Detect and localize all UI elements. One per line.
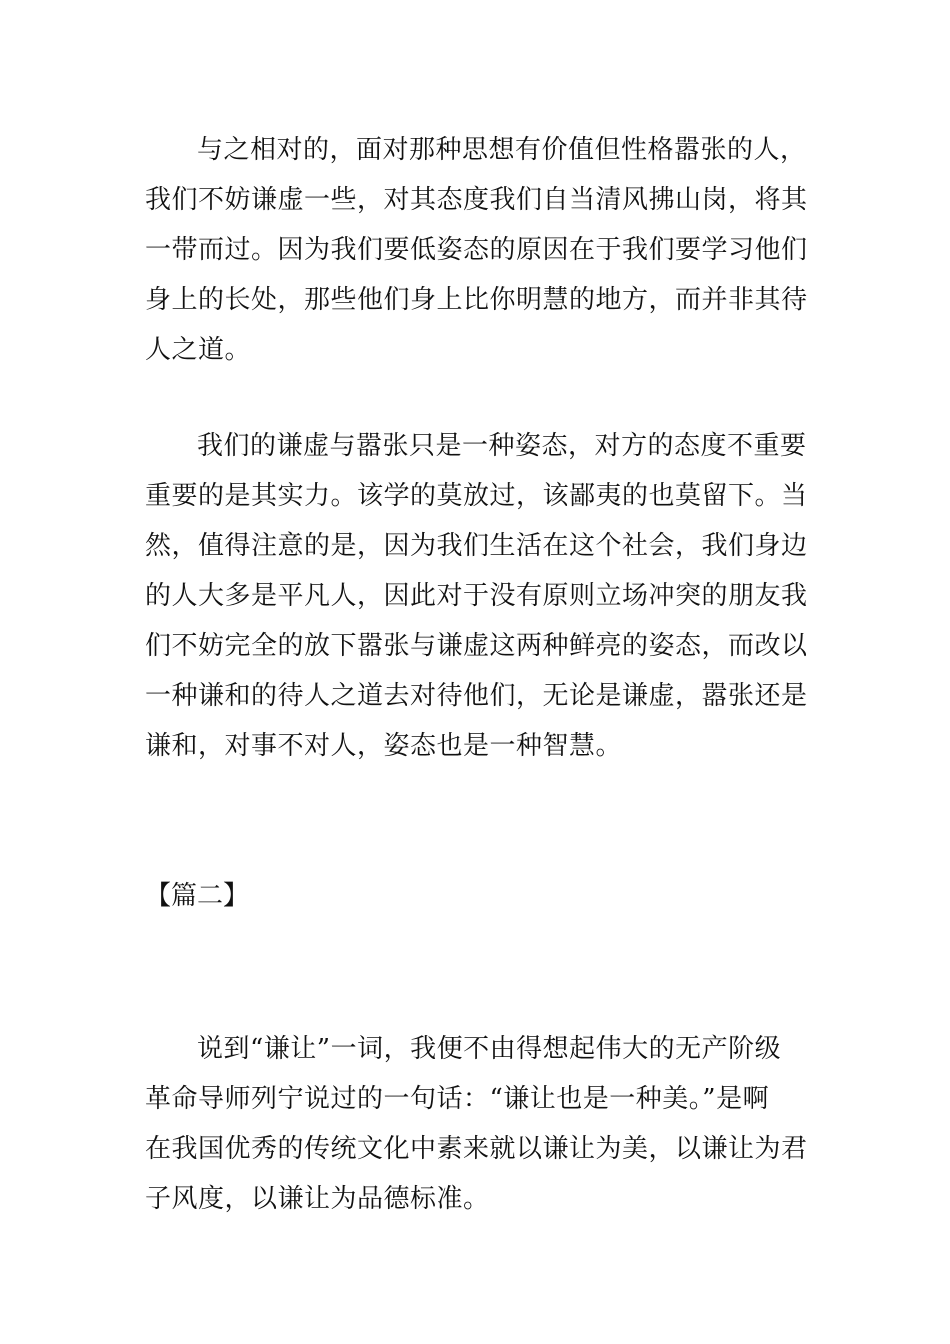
paragraph-2-line-7: 谦和，对事不对人，姿态也是一种智慧。 xyxy=(145,731,623,761)
paragraph-1-line-5: 人之道。 xyxy=(145,335,252,365)
paragraph-1-line-1: 与之相对的，面对那种思想有价值但性格嚣张的人， xyxy=(197,135,807,165)
paragraph-2-line-1: 我们的谦虚与嚣张只是一种姿态，对方的态度不重要 xyxy=(197,431,807,461)
paragraph-1-line-4: 身上的长处，那些他们身上比你明慧的地方，而并非其待 xyxy=(145,285,808,315)
paragraph-3-line-4: 子风度，以谦让为品德标准。 xyxy=(145,1184,490,1214)
paragraph-3-line-1: 说到“谦让”一词，我便不由得想起伟大的无产阶级 xyxy=(197,1034,782,1064)
paragraph-1-line-2: 我们不妨谦虚一些，对其态度我们自当清风拂山岗，将其 xyxy=(145,185,808,215)
section-heading: 【篇二】 xyxy=(145,881,250,911)
paragraph-2-line-3: 然，值得注意的是，因为我们生活在这个社会，我们身边 xyxy=(145,531,808,561)
paragraph-2-line-6: 一种谦和的待人之道去对待他们，无论是谦虚，嚣张还是 xyxy=(145,681,808,711)
paragraph-3-line-2: 革命导师列宁说过的一句话：“谦让也是一种美。”是啊 xyxy=(145,1084,770,1114)
paragraph-2-line-2: 重要的是其实力。该学的莫放过，该鄙夷的也莫留下。当 xyxy=(145,481,808,511)
paragraph-2-line-4: 的人大多是平凡人，因此对于没有原则立场冲突的朋友我 xyxy=(145,581,808,611)
paragraph-1-line-3: 一带而过。因为我们要低姿态的原因在于我们要学习他们 xyxy=(145,235,808,265)
paragraph-3-line-3: 在我国优秀的传统文化中素来就以谦让为美，以谦让为君 xyxy=(145,1134,808,1164)
paragraph-2-line-5: 们不妨完全的放下嚣张与谦虚这两种鲜亮的姿态，而改以 xyxy=(145,631,808,661)
